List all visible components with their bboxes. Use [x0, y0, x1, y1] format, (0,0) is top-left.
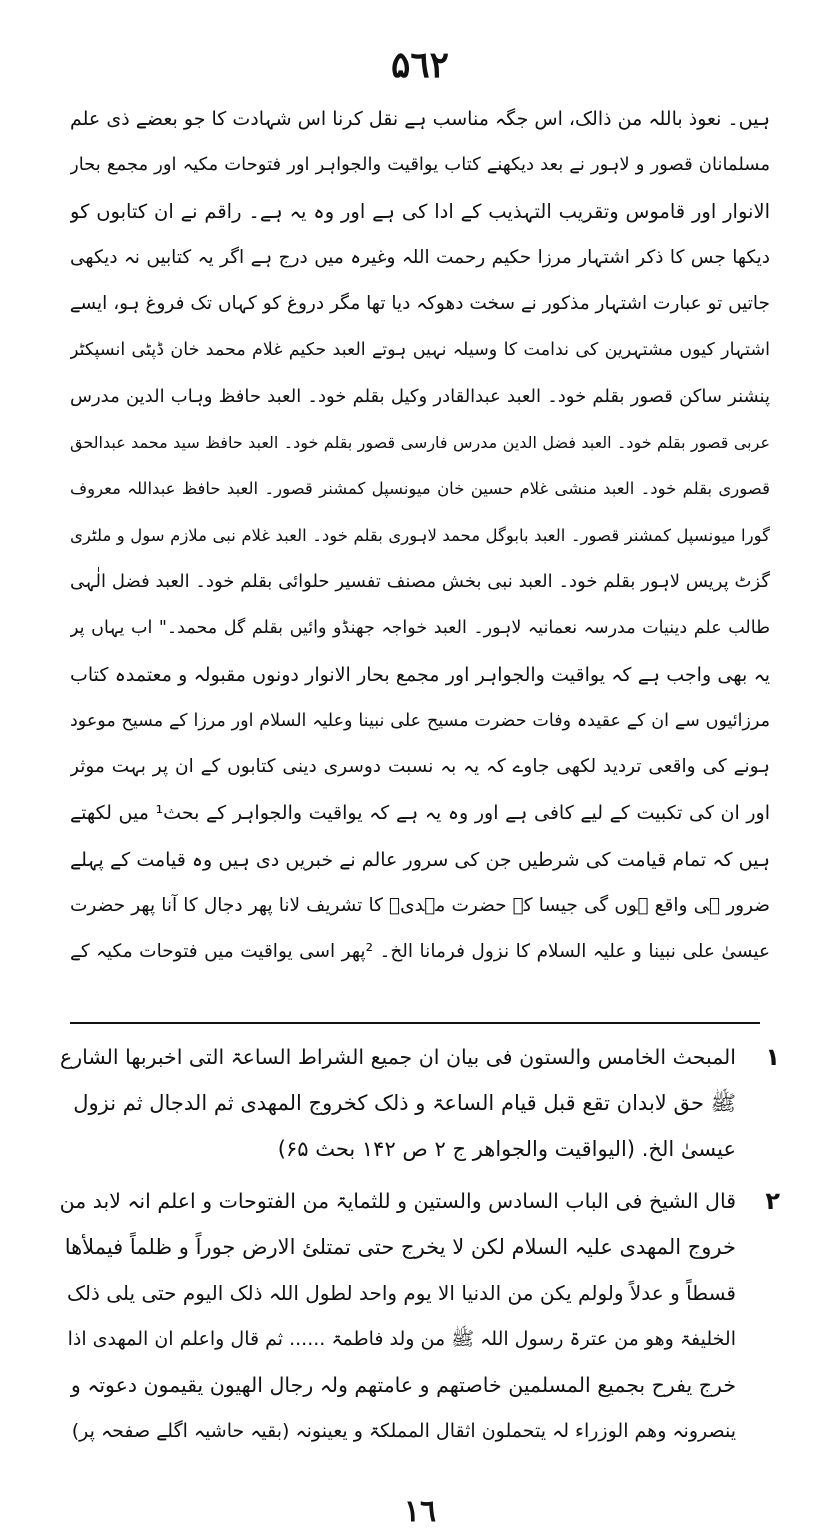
body-line: دیکھا جس کا ذکر اشتہار مرزا حکیم رحمت اللہ وغیرہ میں درج ہے اگر یہ کتابیں نہ دیکھی: [70, 246, 770, 268]
body-line: عیسیٰ علی نبینا و علیہ السلام کا نزول فرمانا الخ۔ ²پھر اسی یواقیت میں فتوحات مکیہ کے: [70, 941, 770, 963]
body-line: گزٹ پریس لاہور بقلم خود۔ العبد نبی بخش مصنف تفسیر حلوائی بقلم خود۔ العبد فضل الٰہی: [70, 570, 770, 592]
body-text: [70, 96, 770, 976]
page-number: ۵٦٢: [390, 44, 449, 86]
footnote-line: المبحث الخامس والستون فی بیان ان جمیع الشراط الساعۃ التی اخبربھا الشارع: [60, 1045, 736, 1069]
body-line: اور ان کی تکبیت کے لیے کافی ہے اور وہ یہ ہے کہ یواقیت والجواہر کے بحث¹ میں لکھتے: [70, 802, 770, 825]
body-line: یہ بھی واجب ہے کہ یواقیت والجواہر اور مجمع بحار الانوار دونوں مقبولہ و معتمدہ کتاب: [70, 663, 770, 686]
body-line: ضرور ہی واقع ہوں گی جیسا کہ حضرت مہدیؑ کا تشریف لانا پھر دجال کا آنا پھر حضرت: [70, 895, 770, 917]
folio-number: ۱٦: [403, 1494, 437, 1529]
footnote-line: خرج یفرح بجمیع المسلمین خاصتھم و عامتھم ولہ رجال الھیون یقیمون دعوتہ و: [70, 1373, 736, 1397]
footnotes: [60, 1034, 780, 1454]
body-line: اشتہار کیوں مشتہرین کی ندامت کا وسیلہ نہیں ہوتے العبد حکیم غلام محمد خان ڈپٹی انسپکٹر: [70, 340, 770, 361]
footnote-1: [60, 1034, 780, 1172]
footnote-line: قال الشیخ فی الباب السادس والستین و للثمایۃ من الفتوحات و اعلم انہ لابد من: [60, 1189, 736, 1213]
body-line: پنشنر ساکن قصور بقلم خود۔ العبد عبدالقادر وکیل بقلم خود۔ العبد حافظ وہاب الدین مدرس: [70, 385, 770, 407]
footnote-divider: [70, 1022, 760, 1024]
footnote-2: [60, 1178, 780, 1454]
body-line: مرزائیوں سے ان کے عقیدہ وفات حضرت مسیح علی نبینا وعلیہ السلام اور مرزا کے مسیح موعود: [70, 710, 770, 731]
footnote-line: ﷺ حق لابدان تقع قبل قیام الساعۃ و ذلک کخروج المھدی ثم الدجال ثم نزول: [73, 1091, 736, 1115]
footnote-line: قسطاً و عدلاً ولولم یکن من الدنیا الا یوم واحد لطول اللہ ذلک الیوم حتی یلی ذلک: [66, 1281, 736, 1305]
footnote-line: الخلیفۃ وھو من عترۃ رسول اللہ ﷺ من ولد فاطمۃ ...... ثم قال واعلم ان المھدی اذا: [67, 1328, 736, 1350]
body-line: طالب علم دینیات مدرسہ نعمانیہ لاہور۔ العبد خواجہ جھنڈو وائیں بقلم گل محمد۔" اب یہاں پر: [70, 618, 770, 639]
body-line: ہیں کہ تمام قیامت کی شرطیں جن کی سرور عالم نے خبریں دی ہیں وہ قیامت کے پہلے: [70, 848, 770, 871]
body-line: مسلمانان قصور و لاہور نے بعد دیکھنے کتاب یواقیت والجواہر اور فتوحات مکیہ اور مجمع بحار: [70, 154, 770, 176]
body-line: گورا میونسپل کمشنر قصور۔ العبد بابوگل محمد لاہوری بقلم خود۔ العبد غلام نبی ملازم سول و ملٹری: [70, 525, 770, 545]
footnote-line: ینصرونہ وھم الوزراء لہ یتحملون اثقال المملکۃ و یعینونہ (بقیہ حاشیہ اگلے صفحہ پر): [71, 1420, 736, 1442]
body-line: جاتیں تو عبارت اشتہار مذکور نے سخت دھوکہ دیا تھا مگر دروغ کو کہاں تک فروغ ہو، ایسے: [70, 293, 770, 315]
body-line: عربی قصور بقلم خود۔ العبد فضل الدین مدرس فارسی قصور بقلم خود۔ العبد حافظ سید محمد عبدالحق: [70, 433, 770, 453]
body-line: ہونے کی واقعی تردید لکھی جاوے کہ یہ بہ نسبت دوسری دینی کتابوں کے ان پر بہت موثر: [70, 756, 770, 778]
footnote-line: عیسیٰ الخ. (الیواقیت والجواھر ج ۲ ص ۱۴۲ بحث ۶۵): [277, 1137, 736, 1161]
body-line: ہیں۔ نعوذ باللہ من ذالک، اس جگہ مناسب ہے نقل کرنا اس شہادت کا جو بعضے ذی علم: [70, 108, 770, 130]
body-line: الانوار اور قاموس وتقریب التہذیب کے ادا کی ہے اور وہ یہ ہے۔ راقم نے ان کتابوں کو: [70, 199, 770, 223]
footnote-line: خروج المھدی علیہ السلام لکن لا یخرج حتی تمتلئ الارض جوراً و ظلماً فیملأھا: [64, 1235, 736, 1259]
footnote-marker: ۲: [765, 1187, 780, 1215]
body-line: قصوری بقلم خود۔ العبد منشی غلام حسین خان میونسپل کمشنر قصور۔ العبد حافظ عبداللہ معروف: [70, 479, 770, 499]
footnote-marker: ۱: [765, 1043, 780, 1071]
